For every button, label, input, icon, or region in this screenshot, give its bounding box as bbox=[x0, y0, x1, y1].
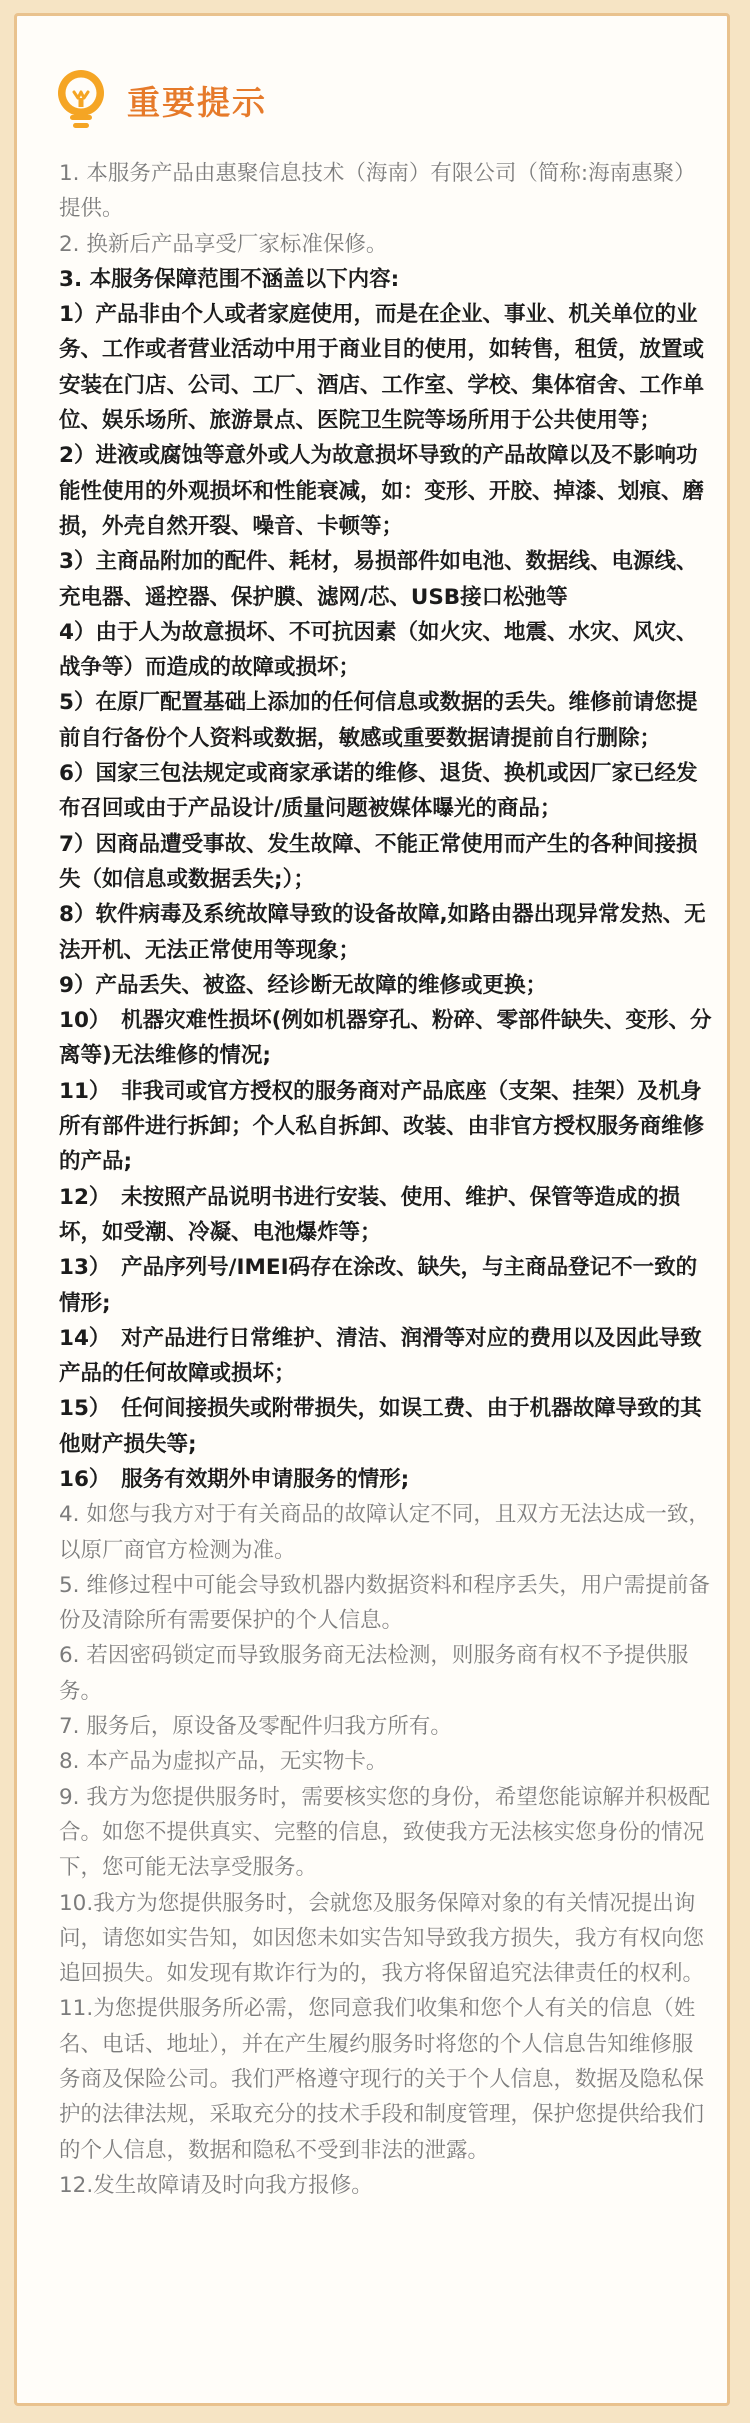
notice-item: 9. 我方为您提供服务时，需要核实您的身份，希望您能谅解并积极配合。如您不提供真实、完整的信息，致使我方无法核实您身份的情况下，您可能无法享受服务。 bbox=[59, 1784, 710, 1881]
notice-item: 11） 非我司或官方授权的服务商对产品底座（支架、挂架）及机身所有部件进行拆卸；个人私自拆卸、改装、由非官方授权服务商维修的产品; bbox=[59, 1078, 705, 1175]
lightbulb-icon bbox=[53, 68, 109, 132]
notice-item: 8）软件病毒及系统故障导致的设备故障,如路由器出现异常发热、无法开机、无法正常使用等现象； bbox=[59, 902, 706, 963]
notice-item: 1. 本服务产品由惠聚信息技术（海南）有限公司（简称:海南惠聚）提供。 bbox=[59, 161, 696, 222]
notice-item: 14） 对产品进行日常维护、清洁、润滑等对应的费用以及因此导致产品的任何故障或损坏； bbox=[59, 1325, 702, 1387]
notice-item: 11.为您提供服务所必需，您同意我们收集和您个人有关的信息（姓名、电话、地址），并在产生履约服务时将您的个人信息告知维修服务商及保险公司。我们严格遵守现行的关于个人信息，数据及隐私保护的法律法规，采取充分的技术手段和制度管理，保护您提供给我们的个人信息，数据和隐私不受到非法的泄露。 bbox=[59, 1996, 705, 2163]
notice-item: 4）由于人为故意损坏、不可抗因素（如火灾、地震、水灾、风灾、战争等）而造成的故障或损坏； bbox=[59, 619, 698, 681]
notice-item: 10） 机器灾难性损坏(例如机器穿孔、粉碎、零部件缺失、变形、分离等)无法维修的情况; bbox=[59, 1008, 712, 1069]
notice-item: 7. 服务后，原设备及零配件归我方所有。 bbox=[59, 1714, 452, 1740]
notice-item: 3. 本服务保障范围不涵盖以下内容: bbox=[59, 266, 400, 292]
notice-item: 12） 未按照产品说明书进行安装、使用、维护、保管等造成的损坏，如受潮、冷凝、电池爆炸等； bbox=[59, 1184, 681, 1245]
notice-item: 9）产品丢失、被盗、经诊断无故障的维修或更换； bbox=[59, 972, 547, 998]
notice-item: 4. 如您与我方对于有关商品的故障认定不同，且双方无法达成一致，以原厂商官方检测为准。 bbox=[59, 1502, 710, 1563]
notice-item: 7）因商品遭受事故、发生故障、不能正常使用而产生的各种间接损失（如信息或数据丢失;）； bbox=[59, 831, 698, 892]
notice-item: 5. 维修过程中可能会导致机器内数据资料和程序丢失，用户需提前备份及清除所有需要保护的个人信息。 bbox=[59, 1572, 710, 1634]
notice-content bbox=[59, 156, 714, 2203]
notice-item: 8. 本产品为虚拟产品，无实物卡。 bbox=[59, 1749, 388, 1775]
page-title: 重要提示 bbox=[127, 82, 267, 122]
notice-item: 13） 产品序列号/IMEI码存在涂改、缺失，与主商品登记不一致的情形; bbox=[59, 1255, 698, 1316]
notice-item: 16） 服务有效期外申请服务的情形; bbox=[59, 1466, 410, 1492]
notice-item: 5）在原厂配置基础上添加的任何信息或数据的丢失。维修前请您提前自行备份个人资料或数据，敏感或重要数据请提前自行删除； bbox=[59, 690, 698, 751]
notice-item: 6）国家三包法规定或商家承诺的维修、退货、换机或因厂家已经发布召回或由于产品设计/质量问题被媒体曝光的商品； bbox=[59, 761, 698, 822]
notice-item: 15） 任何间接损失或附带损失，如误工费、由于机器故障导致的其他财产损失等; bbox=[59, 1396, 702, 1457]
notice-item: 2）进液或腐蚀等意外或人为故意损坏导致的产品故障以及不影响功能性使用的外观损坏和性能衰减，如：变形、开胶、掉漆、划痕、磨损，外壳自然开裂、噪音、卡顿等； bbox=[59, 443, 705, 539]
notice-item: 6. 若因密码锁定而导致服务商无法检测，则服务商有权不予提供服务。 bbox=[59, 1643, 689, 1704]
notice-item: 3）主商品附加的配件、耗材，易损部件如电池、数据线、电源线、充电器、遥控器、保护膜、滤网/芯、USB接口松弛等 bbox=[59, 549, 698, 610]
notice-card bbox=[14, 13, 730, 2406]
header bbox=[53, 68, 267, 132]
notice-item: 12.发生故障请及时向我方报修。 bbox=[59, 2172, 373, 2198]
notice-item: 2. 换新后产品享受厂家标准保修。 bbox=[59, 231, 388, 257]
notice-item: 10.我方为您提供服务时，会就您及服务保障对象的有关情况提出询问，请您如实告知，如因您未如实告知导致我方损失，我方有权向您追回损失。如发现有欺诈行为的，我方将保留追究法律责任的权利。 bbox=[59, 1890, 705, 1987]
notice-item: 1）产品非由个人或者家庭使用，而是在企业、事业、机关单位的业务、工作或者营业活动中用于商业目的使用，如转售，租赁，放置或安装在门店、公司、工厂、酒店、工作室、学校、集体宿舍、工作单位、娱乐场所、旅游景点、医院卫生院等场所用于公共使用等； bbox=[59, 302, 705, 434]
